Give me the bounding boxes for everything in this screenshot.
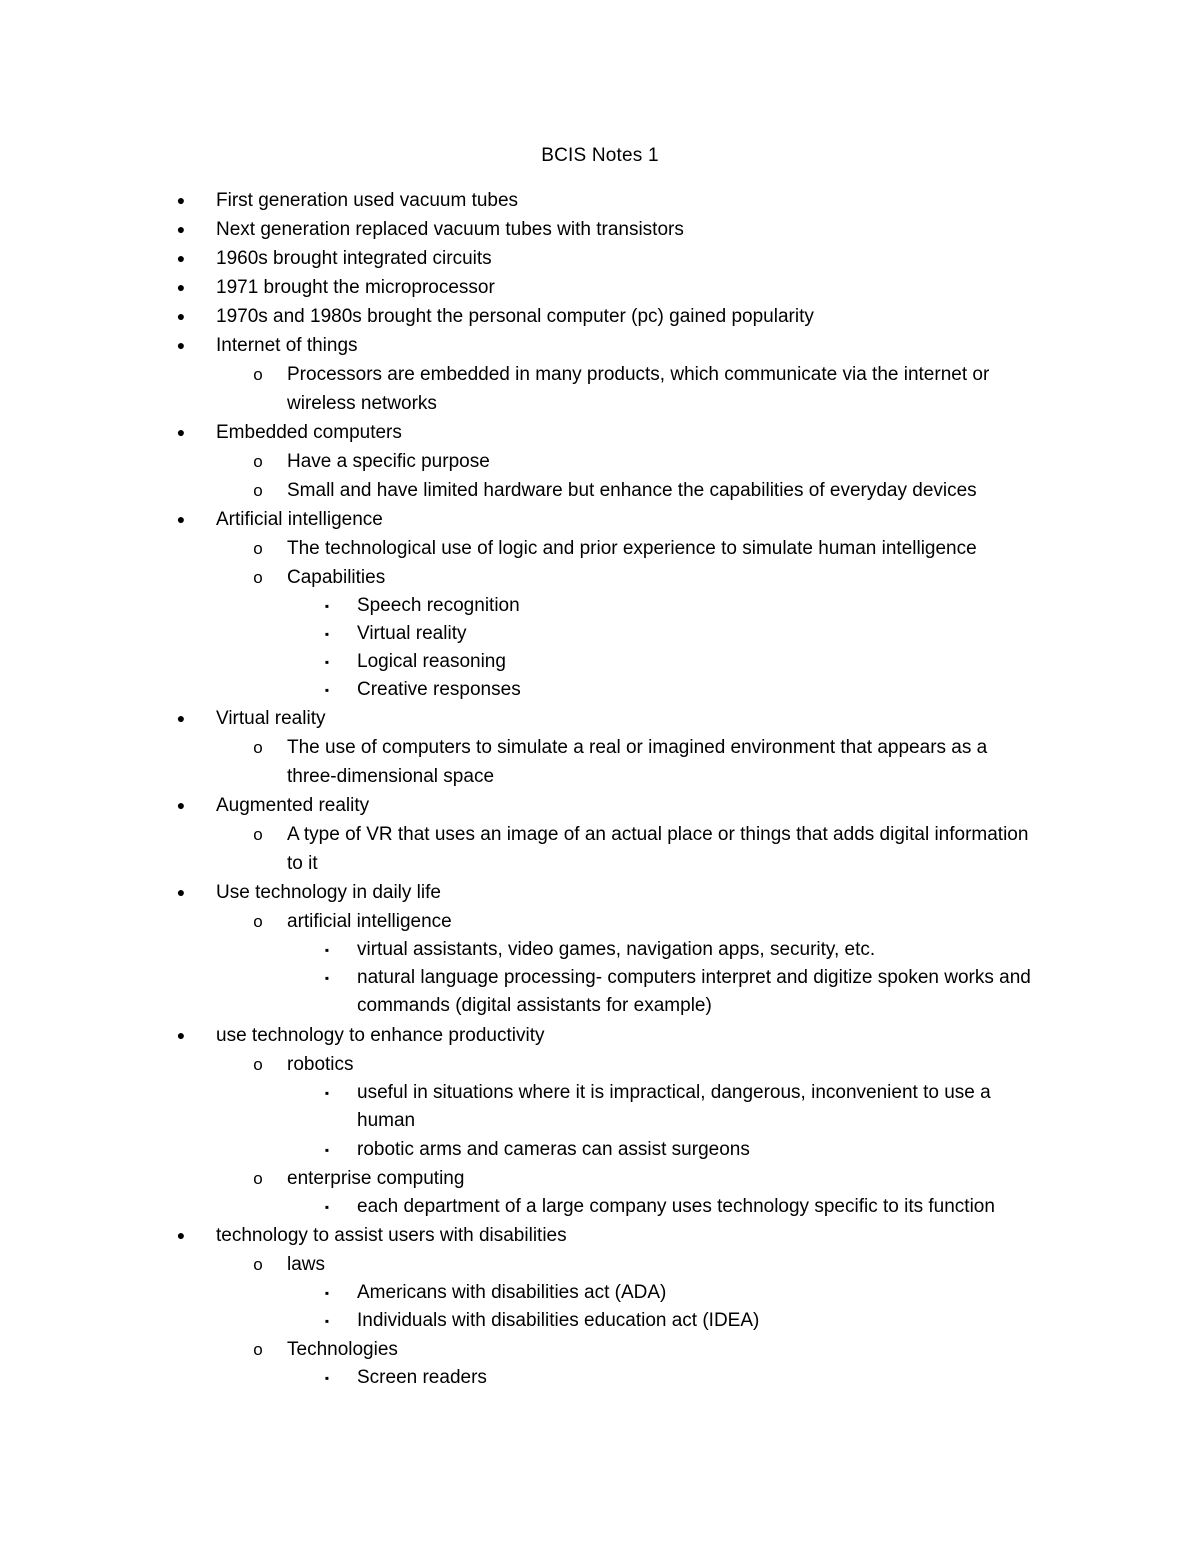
list-item-text: Technologies bbox=[287, 1339, 398, 1360]
bullet-disc-icon: ● bbox=[176, 710, 186, 726]
bullet-square-icon: ▪ bbox=[324, 1314, 330, 1328]
sub-list-item bbox=[0, 907, 1200, 936]
list-item-text: Speech recognition bbox=[357, 595, 520, 616]
list-item-text: Have a specific purpose bbox=[287, 451, 490, 472]
sub-list-item bbox=[0, 476, 1200, 505]
bullet-square-icon: ▪ bbox=[324, 1200, 330, 1214]
list-item-text: Processors are embedded in many products, which communicate via the internet or wireless networks bbox=[287, 364, 990, 414]
list-item bbox=[0, 1021, 1200, 1050]
list-item bbox=[0, 244, 1200, 273]
list-item-text: First generation used vacuum tubes bbox=[216, 190, 519, 211]
bullet-disc-icon: ● bbox=[176, 797, 186, 813]
bullet-circle-icon: o bbox=[253, 1255, 263, 1274]
bullet-square-icon: ▪ bbox=[324, 1143, 330, 1157]
bullet-circle-icon: o bbox=[253, 1055, 263, 1074]
list-item-text: A type of VR that uses an image of an actual place or things that adds digital information to it bbox=[287, 824, 1029, 874]
list-item bbox=[0, 1221, 1200, 1250]
sub-sub-list-item bbox=[0, 1136, 1200, 1164]
bullet-square-icon: ▪ bbox=[324, 599, 330, 613]
list-item bbox=[0, 505, 1200, 534]
list-item-text: technology to assist users with disabilities bbox=[216, 1225, 567, 1246]
list-item-text: Next generation replaced vacuum tubes with transistors bbox=[216, 219, 684, 240]
list-item-text: Embedded computers bbox=[216, 422, 402, 443]
bullet-square-icon: ▪ bbox=[324, 1086, 330, 1100]
list-item bbox=[0, 878, 1200, 907]
bullet-disc-icon: ● bbox=[176, 192, 186, 208]
bullet-disc-icon: ● bbox=[176, 250, 186, 266]
list-item-text: 1970s and 1980s brought the personal computer (pc) gained popularity bbox=[216, 306, 814, 327]
notes-list bbox=[0, 186, 1200, 1392]
bullet-square-icon: ▪ bbox=[324, 683, 330, 697]
sub-list-item bbox=[0, 447, 1200, 476]
sub-sub-list-item bbox=[0, 676, 1200, 704]
list-item-text: useful in situations where it is impractical, dangerous, inconvenient to use a human bbox=[357, 1082, 991, 1131]
sub-list-item bbox=[0, 1050, 1200, 1079]
list-item bbox=[0, 273, 1200, 302]
bullet-disc-icon: ● bbox=[176, 337, 186, 353]
bullet-disc-icon: ● bbox=[176, 221, 186, 237]
list-item-text: Virtual reality bbox=[357, 623, 467, 644]
list-item-text: Artificial intelligence bbox=[216, 509, 383, 530]
bullet-circle-icon: o bbox=[253, 738, 263, 757]
sub-list-item bbox=[0, 820, 1200, 878]
bullet-disc-icon: ● bbox=[176, 279, 186, 295]
sub-sub-list-item bbox=[0, 1364, 1200, 1392]
bullet-circle-icon: o bbox=[253, 568, 263, 587]
list-item-text: use technology to enhance productivity bbox=[216, 1025, 545, 1046]
sub-list-item bbox=[0, 534, 1200, 563]
list-item-text: enterprise computing bbox=[287, 1168, 465, 1189]
sub-sub-list-item bbox=[0, 648, 1200, 676]
bullet-disc-icon: ● bbox=[176, 511, 186, 527]
sub-sub-list-item bbox=[0, 1307, 1200, 1335]
bullet-disc-icon: ● bbox=[176, 1227, 186, 1243]
bullet-circle-icon: o bbox=[253, 1340, 263, 1359]
sub-list-item bbox=[0, 360, 1200, 418]
list-item-text: Use technology in daily life bbox=[216, 882, 441, 903]
list-item-text: The use of computers to simulate a real or imagined environment that appears as a three-dimensional space bbox=[287, 737, 988, 787]
list-item-text: Internet of things bbox=[216, 335, 358, 356]
list-item-text: Screen readers bbox=[357, 1367, 487, 1388]
sub-sub-list-item bbox=[0, 964, 1200, 1021]
bullet-circle-icon: o bbox=[253, 452, 263, 471]
bullet-circle-icon: o bbox=[253, 825, 263, 844]
sub-sub-list-item bbox=[0, 620, 1200, 648]
list-item-text: artificial intelligence bbox=[287, 911, 452, 932]
list-item-text: Small and have limited hardware but enhance the capabilities of everyday devices bbox=[287, 480, 977, 501]
list-item-text: Individuals with disabilities education act (IDEA) bbox=[357, 1310, 760, 1331]
bullet-square-icon: ▪ bbox=[324, 971, 330, 985]
list-item bbox=[0, 186, 1200, 215]
document-title: BCIS Notes 1 bbox=[541, 145, 659, 166]
bullet-square-icon: ▪ bbox=[324, 627, 330, 641]
bullet-circle-icon: o bbox=[253, 1169, 263, 1188]
list-item-text: virtual assistants, video games, navigation apps, security, etc. bbox=[357, 939, 876, 960]
sub-sub-list-item bbox=[0, 936, 1200, 964]
bullet-square-icon: ▪ bbox=[324, 1371, 330, 1385]
list-item-text: 1971 brought the microprocessor bbox=[216, 277, 495, 298]
list-item-text: Virtual reality bbox=[216, 708, 326, 729]
list-item-text: laws bbox=[287, 1254, 326, 1275]
bullet-disc-icon: ● bbox=[176, 1027, 186, 1043]
bullet-circle-icon: o bbox=[253, 481, 263, 500]
list-item bbox=[0, 704, 1200, 733]
sub-list-item bbox=[0, 1335, 1200, 1364]
bullet-disc-icon: ● bbox=[176, 424, 186, 440]
bullet-square-icon: ▪ bbox=[324, 1286, 330, 1300]
list-item-text: Capabilities bbox=[287, 567, 386, 588]
list-item bbox=[0, 215, 1200, 244]
bullet-square-icon: ▪ bbox=[324, 943, 330, 957]
list-item bbox=[0, 302, 1200, 331]
bullet-circle-icon: o bbox=[253, 912, 263, 931]
sub-list-item bbox=[0, 1250, 1200, 1279]
sub-list-item bbox=[0, 1164, 1200, 1193]
sub-sub-list-item bbox=[0, 1079, 1200, 1136]
bullet-circle-icon: o bbox=[253, 539, 263, 558]
bullet-square-icon: ▪ bbox=[324, 655, 330, 669]
list-item bbox=[0, 791, 1200, 820]
bullet-circle-icon: o bbox=[253, 365, 263, 384]
bullet-disc-icon: ● bbox=[176, 884, 186, 900]
list-item-text: Creative responses bbox=[357, 679, 521, 700]
list-item-text: natural language processing- computers interpret and digitize spoken works and commands (digital assistants for example) bbox=[357, 967, 1031, 1016]
list-item-text: robotics bbox=[287, 1054, 354, 1075]
list-item bbox=[0, 418, 1200, 447]
list-item-text: each department of a large company uses technology specific to its function bbox=[357, 1196, 995, 1217]
list-item-text: robotic arms and cameras can assist surgeons bbox=[357, 1139, 750, 1160]
sub-sub-list-item bbox=[0, 1193, 1200, 1221]
list-item-text: Americans with disabilities act (ADA) bbox=[357, 1282, 667, 1303]
list-item-text: 1960s brought integrated circuits bbox=[216, 248, 492, 269]
sub-list-item bbox=[0, 563, 1200, 592]
bullet-disc-icon: ● bbox=[176, 308, 186, 324]
sub-sub-list-item bbox=[0, 592, 1200, 620]
list-item-text: Logical reasoning bbox=[357, 651, 506, 672]
list-item-text: The technological use of logic and prior experience to simulate human intelligence bbox=[287, 538, 977, 559]
sub-sub-list-item bbox=[0, 1279, 1200, 1307]
list-item bbox=[0, 331, 1200, 360]
list-item-text: Augmented reality bbox=[216, 795, 370, 816]
sub-list-item bbox=[0, 733, 1200, 791]
